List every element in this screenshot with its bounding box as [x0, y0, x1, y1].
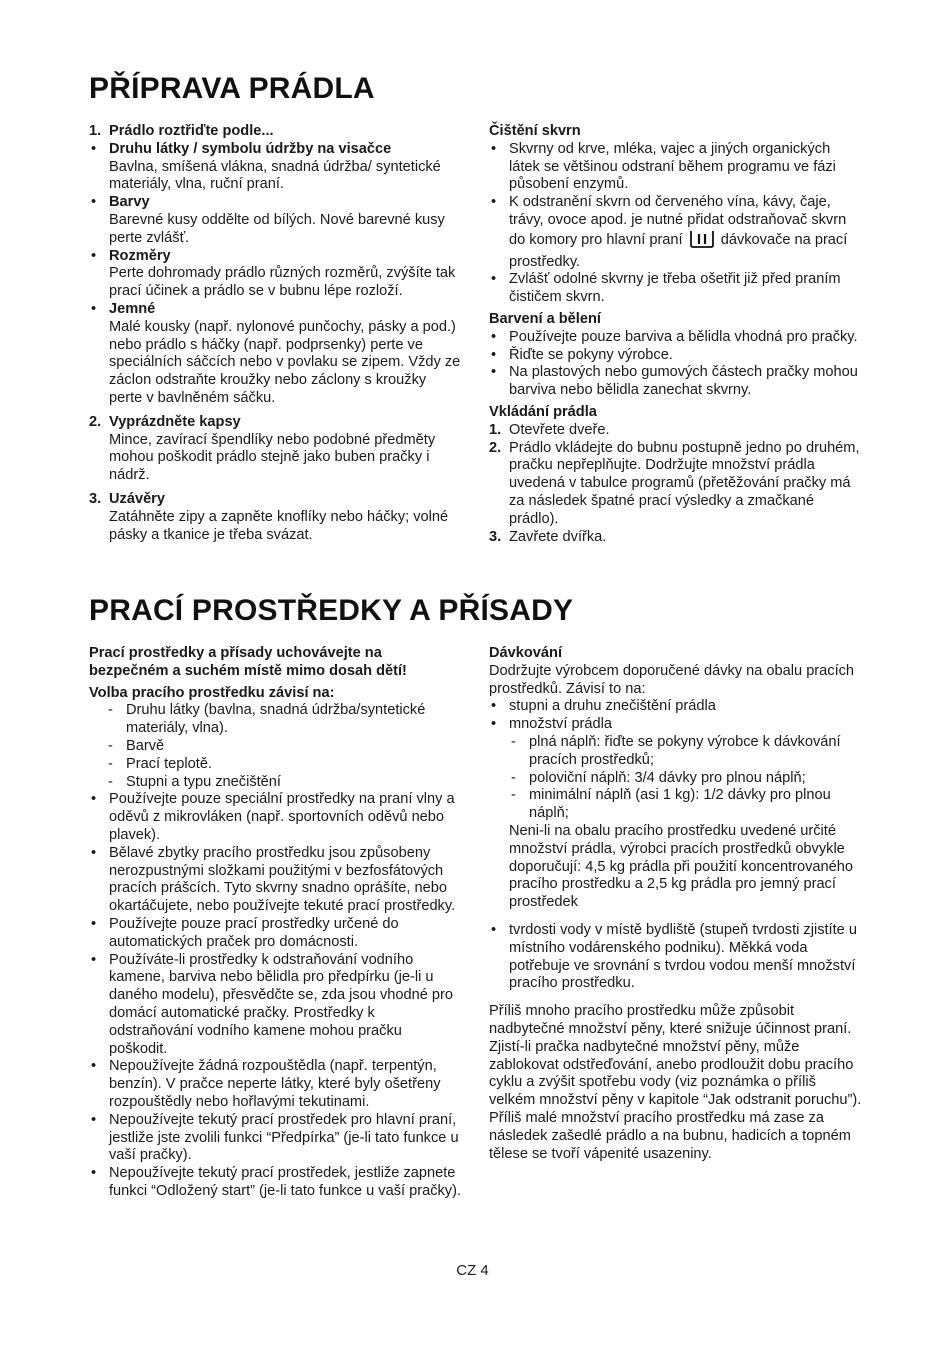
bullet-title: • Druhu látky / symbolu údržby na visačce — [109, 140, 392, 157]
section-title-detergents: PRACÍ PROSTŘEDKY A PŘÍSADY — [89, 594, 574, 627]
dyeing-bleaching-heading: Barvení a bělení — [489, 310, 601, 327]
sort-by-fabric — [89, 141, 461, 194]
dosing-bullet — [489, 716, 864, 912]
detergent-bullet: • Bělavé zbytky pracího prostředku jsou způsobeny nerozpustnými složkami použitými v bezfosfátových pracích prášcích. Tyto skvrny snadno oprášíte, nebo okartáčujete, nebo používejte tekuté prací prostředky. — [89, 845, 461, 916]
dosing-paragraph: Příliš malé množství pracího prostředku má zase za následek zašedlé prádlo a na bubnu, hadicích a topném tělese se tvoří vápenité usazeniny. — [489, 1109, 851, 1162]
choice-item: - Prací teplotě. — [106, 756, 461, 774]
dyeing-bullet: • Na plastových nebo gumových částech pračky mohou barviva nebo bělidla zanechat skvrny. — [489, 364, 864, 400]
detergent-bullet: • Nepoužívejte žádná rozpouštědla (např. terpentýn, benzín). V pračce neperte látky, které byly ošetřeny rozpouštědly nebo hořlavými tekutinami. — [89, 1058, 461, 1111]
dyeing-bullet: • Používejte pouze barviva a bělidla vhodná pro pračky. — [489, 329, 864, 347]
choice-item: - Stupni a typu znečištění — [106, 774, 461, 792]
loading-step — [489, 440, 864, 529]
dosing-bullet: • stupni a druhu znečištění prádla — [489, 698, 864, 716]
bullet-text: Perte dohromady prádlo různých rozměrů, zvýšíte tak prací účinek a prádlo se v bubnu lépe rozloží. — [109, 265, 456, 300]
step-title: Vyprázdněte kapsy — [109, 413, 241, 430]
detergent-choice-heading: Volba pracího prostředku závisí na: — [89, 684, 335, 701]
dosing-heading: Dávkování — [489, 645, 563, 661]
section-title-laundry-preparation: PŘÍPRAVA PRÁDLA — [89, 72, 375, 105]
step-number: 3. — [89, 490, 102, 507]
dyeing-bullet: • Řiďte se pokyny výrobce. — [489, 347, 864, 365]
loading-step — [489, 422, 864, 440]
step-number: 3. — [489, 528, 502, 545]
loading-step — [489, 529, 864, 547]
step-fasteners — [89, 491, 461, 544]
sort-by-size — [89, 248, 461, 301]
step-text: Prádlo vkládejte do bubnu postupně jedno po druhém, pračku nepřeplňujte. Dodržujte množství prádla uvedená v tabulce programů (přetěžování pračky má za následek špatné prací výsledky a zmačkané prádlo). — [509, 439, 860, 527]
amount-item: - poloviční náplň: 3/4 dávky pro plnou náplň; — [509, 770, 864, 788]
dosing-bullet: • tvrdosti vody v místě bydliště (stupeň tvrdosti zjistíte u místního vodárenského podniku). Měkká voda potřebuje ve srovnání s tvrdou vodou menší množství pracího prostředku. — [489, 922, 864, 993]
sort-delicates — [89, 301, 461, 408]
step-text: Otevřete dveře. — [509, 421, 610, 438]
stain-removal-heading: Čištění skvrn — [489, 123, 581, 139]
stain-bullet-text: dávkovače na prací prostředky. — [509, 231, 848, 270]
sort-by-colour — [89, 194, 461, 247]
step-text: Zavřete dvířka. — [509, 528, 607, 545]
dosing-paragraph: Příliš mnoho pracího prostředku může způsobit nadbytečné množství pěny, které snižuje účinnost praní. — [489, 1003, 852, 1037]
step-title: Uzávěry — [109, 490, 165, 507]
bullet-text: Barevné kusy oddělte od bílých. Nové barevné kusy perte zvlášť. — [109, 211, 445, 246]
step-sort-laundry — [89, 123, 461, 408]
amount-item: - minimální náplň (asi 1 kg): 1/2 dávky pro plnou náplň; — [509, 787, 864, 823]
main-wash-compartment-icon — [689, 230, 715, 254]
dosing-paragraph: Zjistí-li pračka nadbytečné množství pěny, může zablokovat odstřeďování, anebo prodloužit dobu pracího cyklu a zvýšit spotřebu vody (viz poznámka o příliš velkém množství pěny v kapitole “Jak odstranit poruchu”). — [489, 1038, 862, 1109]
step-number: 1. — [489, 421, 502, 438]
step-number: 1. — [89, 123, 102, 139]
bullet-text: Bavlna, smíšená vlákna, snadná údržba/ syntetické materiály, vlna, ruční praní. — [109, 158, 441, 193]
step-title: Prádlo roztřiďte podle... — [109, 123, 274, 139]
detergents-right-column — [489, 645, 864, 1163]
detergents-left-column — [89, 645, 461, 1201]
loading-heading: Vkládání prádla — [489, 403, 597, 420]
detergent-bullet: • Používáte-li prostředky k odstraňování vodního kamene, barviva nebo bělidla pro předpírku (je-li u daného modelu), přesvědčte se, zda jsou vhodné pro domácí automatické pračky. Prostředky k odstraňování vodního kamene mohou pračku poškodit. — [89, 952, 461, 1059]
storage-warning: Prací prostředky a přísady uchovávejte na bezpečném a suchém místě mimo dosah dětí! — [89, 645, 407, 679]
stain-bullet: • Zvlášť odolné skvrny je třeba ošetřit již před praním čističem skvrn. — [489, 271, 864, 307]
stain-bullet — [489, 194, 864, 271]
page-number: CZ 4 — [456, 1262, 489, 1279]
laundry-prep-right-column — [489, 123, 864, 546]
amount-item: - plná náplň: řiďte se pokyny výrobce k dávkování pracích prostředků; — [509, 734, 864, 770]
stain-bullet-text: K odstranění skvrn od červeného vína, kávy, čaje, trávy, ovoce apod. je nutné přidat odstraňovač skvrn do komory pro hlavní praní — [509, 194, 847, 248]
step-empty-pockets — [89, 414, 461, 485]
step-text: Zatáhněte zipy a zapněte knoflíky nebo háčky; volné pásky a tkanice je třeba svázat. — [109, 508, 449, 543]
stain-bullet: • Skvrny od krve, mléka, vajec a jiných organických látek se většinou odstraní během programu ve fázi působení enzymů. — [489, 141, 864, 194]
laundry-prep-left-column — [89, 123, 461, 544]
bullet-title: • Rozměry — [109, 247, 171, 264]
detergent-bullet: • Používejte pouze speciální prostředky na praní vlny a oděvů z mikrovláken (např. sportovních oděvů nebo plavek). — [89, 791, 461, 844]
bullet-title: • Barvy — [109, 194, 150, 211]
dosing-intro: Dodržujte výrobcem doporučené dávky na obalu pracích prostředků. Závisí to na: — [489, 662, 855, 697]
detergent-bullet: • Nepoužívejte tekutý prací prostředek, jestliže zapnete funkci “Odložený start” (je-li tato funkce u vaší pračky). — [89, 1165, 461, 1201]
step-text: Mince, zavírací špendlíky nebo podobné předměty mohou poškodit prádlo stejně jako buben pračky i nádrž. — [109, 431, 436, 484]
detergent-bullet: • Nepoužívejte tekutý prací prostředek pro hlavní praní, jestliže jste zvolili funkci “Předpírka” (je-li tato funkce u vaší pračky). — [89, 1112, 461, 1165]
dosing-bullet-text: množství prádla — [509, 716, 613, 733]
choice-item: - Druhu látky (bavlna, snadná údržba/syntetické materiály, vlna). — [106, 702, 461, 738]
step-number: 2. — [89, 413, 102, 430]
amount-note: Neni-li na obalu pracího prostředku uvedené určité množství prádla, výrobci pracích prostředků obvykle doporučují: 4,5 kg prádla při použití koncentrovaného pracího prostředku a 2,5 kg prádla pro jemný prací prostředek — [509, 822, 853, 911]
bullet-text: Malé kousky (např. nylonové punčochy, pásky a pod.) nebo prádlo s háčky (např. podprsenky) perte ve speciálních sáčcích nebo v povlaku se zipem. Vždy ze záclon odstraňte kroužky nebo záclony s kroužky perte v bavlněném sáčku. — [109, 318, 461, 406]
detergent-bullet: • Používejte pouze prací prostředky určené do automatických praček pro domácnosti. — [89, 916, 461, 952]
step-number: 2. — [489, 439, 502, 456]
choice-item: - Barvě — [106, 738, 461, 756]
bullet-title: • Jemné — [109, 300, 156, 317]
